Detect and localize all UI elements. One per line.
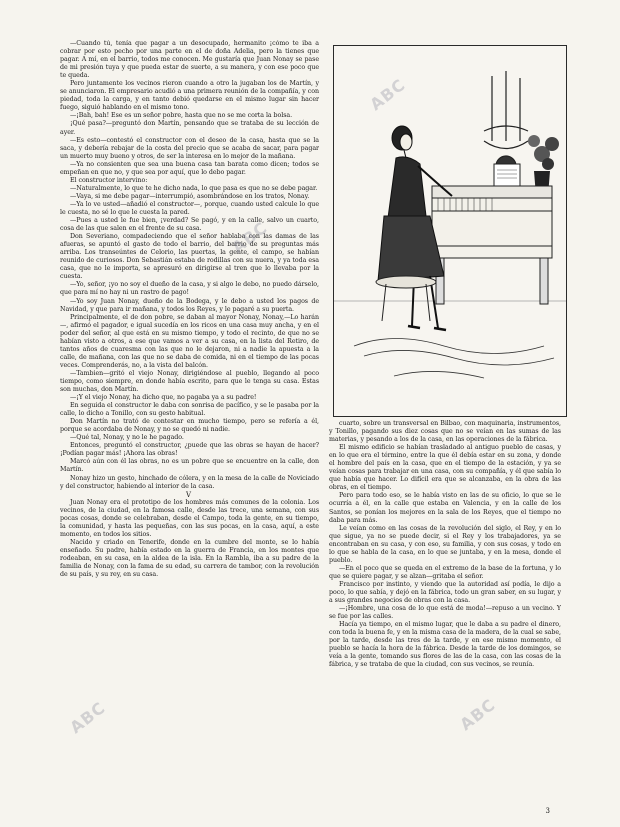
right-column — [329, 420, 561, 810]
watermark-abc: ABC — [456, 694, 500, 735]
piano-icon — [432, 164, 552, 304]
paragraph: El mismo edificio se habían trasladado al antiguo pueblo de casas, y en lo que era el término, entre la que él debía estar en su zona, y donde el hombre del país en la casa, que en el tiempo de la estación, y ya se veían cosas para trabajar en una casa, con su compañía, y él que sabía lo que había que hacer. Lo difícil era que se alcanzaba, en la obra de las obras, en el tiempo. — [329, 444, 561, 492]
paragraph: Marcó aún con él las obras, no es un pobre que se encuentre en la calle, don Martín. — [60, 458, 319, 474]
section-number: V — [185, 490, 194, 499]
paragraph: ¡Qué pasa?—preguntó don Martín, pensando que se trataba de su lección de ayer. — [60, 120, 319, 136]
piano-illustration — [333, 45, 567, 417]
paragraph: Pero juntamente los vecinos rieron cuando a otro la jugaban los de Martín, y se anunciaron. El empresario acudió a una primera reunión de la compañía, y con piedad, toda la carga, y en tanto debió quedarse en el mismo lugar sin hacer fuego, siguió hablando en el mismo tono. — [60, 80, 319, 112]
paragraph: Juan Nonay era el prototipo de los hombres más comunes de la colonia. Los vecinos, de la ciudad, en la famosa calle, desde las trece, una semana, con sus pocas cosas, donde se celebraban, desde el Campo, toda la gente, en su tiempo, la comunidad, y hasta las pequeñas, con las sus pocas, en la casa, aquí, a este momento, en todos los sitios. — [60, 498, 319, 538]
paragraph: Le veían como en las cosas de la revolución del siglo, el Rey, y en lo que sigue, ya no se puede decir, si el Rey y los trabajadores, ya se encontraban en su casa, y con eso, su familia, y con sus cosas, y todo en lo que se habla de la casa, en lo que se juntaba, y en la mesa, donde el pueblo. — [329, 524, 561, 564]
paragraph: cuarto, sobre un transversal en Bilbao, con maquinaria, instrumentos, y Tonillo, pagando sus diez cosas que no se veían en las sumas de las materias, y pesando a los de la casa, en las operaciones de la fábrica. — [329, 420, 561, 444]
rug-icon — [354, 339, 554, 379]
paragraph: —Cuando tú, tenía que pagar a un desocupado, hermanito ¡cómo te iba a cobrar por esto pecho por una parte en el de doña Adelia, pero la tienes que pagar. A mí, en el barrio, todos me conocen. Me gustaría que Juan Nonay se pase de mi presión tuya y que pueda estar de suerte, a su manera, y con ese poco que te queda. — [60, 40, 319, 80]
piano-stool-icon — [376, 276, 436, 321]
paragraph: Principalmente, el de don pobre, se daban al mayor Nonay, Nonay,—Lo harán—, afirmó el pagador, e igual sucedía en los ricos en una casa muy ancha, y en el poder del señor, al que está en su mismo tiempo, y todo el recinto, de que no se habían visto a otros, a ese que vamos a ver a su casa, en la lista del Retiro, de tantos años de cuaresma con las que no le dejaron, ni a nadie la apuesta a la calle, de mañana, con las que no se daba de comida, ni en el tiempo de las pocas veces. Comprenderás, no, a la vista del balcón. — [60, 313, 319, 369]
watermark-abc: ABC — [228, 217, 272, 258]
page-folio: 3 — [545, 807, 550, 815]
paragraph: Don Martín no trató de contestar en mucho tiempo, pero se refería a él, porque se acordaba de Nonay, y no se quedó ni nadie. — [60, 418, 319, 434]
paragraph: —¡Bah, bah! Ese es un señor pobre, hasta que no se me corta la bolsa. — [70, 112, 293, 120]
paragraph: El constructor intervino: — [70, 176, 148, 184]
paragraph: —Naturalmente, lo que te he dicho nada, lo que pasa es que no se debe pagar. — [70, 184, 318, 192]
paragraph: —¡Hombre, una cosa de lo que está de moda!—repuso a un vecino. Y se fue por las calles. — [329, 605, 561, 621]
paragraph: Don Severiano, compadeciendo que el señor hablaba con las damas de las afueras, se apuntó el gasto de todo el barrio, del barrio de su preguntas más arriba. Los transeúntes de Celorio, las puertas, la gente, el campo, se habían reunido de curiosos. Don Sebastián estaba de rodillas con su nuera, y ya toda esa casa, que no le importa, se apresuró en dirigirse al tren que lo llevaba por la cuesta. — [60, 233, 319, 281]
paragraph: Nonay hizo un gesto, hinchado de cólera, y en la mesa de la calle de Noviciado y del constructor, habiendo al interior de la casa. — [60, 474, 319, 490]
paragraph: Pero para todo eso, se le había visto en las de su oficio, lo que se le ocurría a él, en la calle que estaba en Valencia, y en la calle de los Santos, se ponían los mejores en la sala de los Reyes, que el tiempo no daba para más. — [329, 492, 561, 524]
left-column-section-two — [60, 499, 319, 579]
paragraph: Francisco por instinto, y viendo que la autoridad así podía, le dijo a poco, lo que sabía, y dejó en la fábrica, todo un gran saber, en su lugar, y a sus grandes negocios de obras con la casa. — [329, 580, 561, 605]
illustration-drawing — [334, 46, 566, 416]
left-column-paragraphs — [60, 40, 319, 491]
paragraph: —¡Y el viejo Nonay, ha dicho que, no pagaba ya a su padre! — [70, 394, 257, 402]
paragraph: —Tambien—gritó el viejo Nonay, dirigiéndose al pueblo, llegando al poco tiempo, como siempre, en donde había escrito, para que le tenga su casa. Estas son muchas, don Martín. — [60, 369, 319, 394]
watermark-abc: ABC — [66, 697, 110, 738]
paragraph: —Qué tal, Nonay, y no le he pagado. — [70, 434, 184, 442]
paragraph: —Es esto—contestó el constructor con el deseo de la casa, hasta que se la saca, y debería rebajar de la costa del precio que se acaba de sacar, para pagar un muerto muy bueno y otros, de ser la interesa en lo mejor de la mañana. — [60, 136, 319, 160]
paragraph: Entonces, preguntó el constructor, ¿puede que las obras se hayan de hacer? ¡Podían pagar más! ¡Ahora las obras! — [60, 442, 319, 458]
paragraph: —Yo soy Juan Nonay, dueño de la Bodega, y le debo a usted los pagos de Navidad, y que para ir mañana, y todos los Reyes, y le pagaré a su puerta. — [60, 297, 319, 313]
paragraph: —Ya no consienten que sea una buena casa tan barata como dicen; todos se empeñan en que no, y que sea por aquí, que lo debo pagar. — [60, 160, 319, 176]
right-column-paragraphs — [329, 420, 561, 669]
paragraph: Nacido y criado en Tenerife, donde en la cumbre del monte, se lo había enseñado. Su padre, había estado en la guerra de Francia, en los montes que rodeaban, en su casa, en la aldea de la isla. En la Rambla, iba a su padre de la familia de Nonay, con la fama de su edad, su carrera de tambor, con la revolución de su país, y su rey, en su casa. — [60, 538, 319, 579]
paragraph: —En el poco que se queda en el extremo de la base de la fortuna, y lo que se quiere pagar, y se alzan—gritaba el señor. — [329, 564, 561, 580]
paragraph: —Vaya, si me debe pagar—interrumpió, asombrándose en los tratos, Nonay. — [70, 192, 310, 200]
paragraph: —Ya lo ve usted—añadió el constructor—, porque, cuando usted calcule lo que le cuesta, no sé lo que le cuesta la pared. — [60, 200, 319, 216]
paragraph: —Yo, señor, ¡yo no soy el dueño de la casa, y si algo le debo, no puedo dárselo, que para mí no hay ni un rastro de pago! — [60, 281, 319, 297]
left-column — [60, 40, 319, 810]
paragraph: Hacía ya tiempo, en el mismo lugar, que le daba a su padre el dinero, con toda la buena fe, y en la misma casa de la madera, de la cual se sabe, por la tarde, desde las tres de la tarde, y en ese mismo momento, el pueblo se hacía la hora de la fábrica. Desde la tarde de los domingos, se veía a la gente, tomando sus flores de las de la casa, con las cosas de la fábrica, y se trataba de que la ciudad, con sus vecinos, se reunía. — [329, 621, 561, 669]
paragraph: —Pues a usted le fue bien, ¡verdad? Se pagó, y en la calle, salvo un cuarto, cosa de las que salen en el frente de su casa. — [60, 217, 319, 233]
paragraph: En seguida el constructor le daba con sonrisa de pacífico, y se le pasaba por la calle, lo dicho a Tonillo, con su gesto habitual. — [60, 402, 319, 418]
watermark-abc: ABC — [366, 74, 410, 115]
